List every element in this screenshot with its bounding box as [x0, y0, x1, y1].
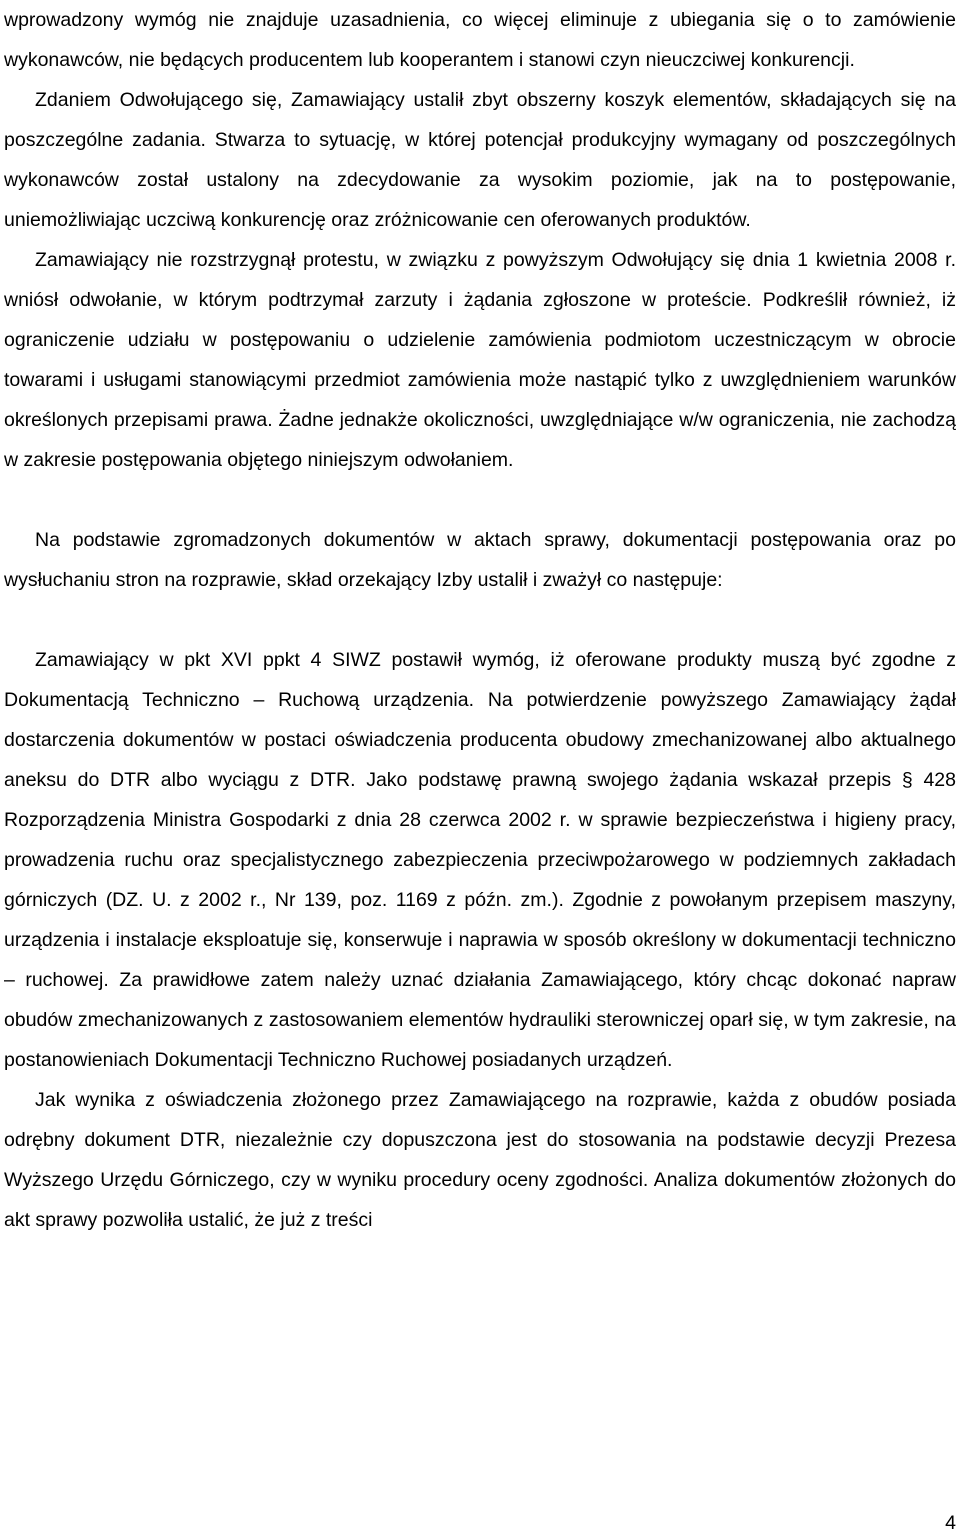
page-number: 4	[945, 1512, 956, 1534]
paragraph-6: Jak wynika z oświadczenia złożonego przez Zamawiającego na rozprawie, każda z obudów posiada odrębny dokument DTR, niezależnie czy dopuszczona jest do stosowania na podstawie decyzji Prezesa Wyższego Urzędu Górniczego, czy w wyniku procedury oceny zgodności. Analiza dokumentów złożonych do akt sprawy pozwoliła ustalić, że już z treści	[4, 1089, 956, 1231]
paragraph-spacer	[4, 480, 956, 520]
document-page	[4, 0, 956, 1240]
paragraph-1: wprowadzony wymóg nie znajduje uzasadnienia, co więcej eliminuje z ubiegania się o to zamówienie wykonawców, nie będących producentem lub kooperantem i stanowi czyn nieuczciwej konkurencji.	[4, 9, 956, 71]
paragraph-spacer	[4, 600, 956, 640]
paragraph-2: Zdaniem Odwołującego się, Zamawiający ustalił zbyt obszerny koszyk elementów, składających się na poszczególne zadania. Stwarza to sytuację, w której potencjał produkcyjny wymagany od poszczególnych wykonawców został ustalony na zdecydowanie za wysokim poziomie, jak na to postępowanie, uniemożliwiając uczciwą konkurencję oraz zróżnicowanie cen oferowanych produktów.	[4, 89, 956, 231]
paragraph-4: Na podstawie zgromadzonych dokumentów w aktach sprawy, dokumentacji postępowania oraz po wysłuchaniu stron na rozprawie, skład orzekający Izby ustalił i zważył co następuje:	[4, 529, 956, 591]
paragraph-5: Zamawiający w pkt XVI ppkt 4 SIWZ postawił wymóg, iż oferowane produkty muszą być zgodne z Dokumentacją Techniczno – Ruchową urządzenia. Na potwierdzenie powyższego Zamawiający żądał dostarczenia dokumentów w postaci oświadczenia producenta obudowy zmechanizowanej albo aktualnego aneksu do DTR albo wyciągu z DTR. Jako podstawę prawną swojego żądania wskazał przepis § 428 Rozporządzenia Ministra Gospodarki z dnia 28 czerwca 2002 r. w sprawie bezpieczeństwa i higieny pracy, prowadzenia ruchu oraz specjalistycznego zabezpieczenia przeciwpożarowego w podziemnych zakładach górniczych (DZ. U. z 2002 r., Nr 139, poz. 1169 z późn. zm.). Zgodnie z powołanym przepisem maszyny, urządzenia i instalacje eksploatuje się, konserwuje i naprawia w sposób określony w dokumentacji techniczno – ruchowej. Za prawidłowe zatem należy uznać działania Zamawiającego, który chcąc dokonać napraw obudów zmechanizowanych z zastosowaniem elementów hydrauliki sterowniczej oparł się, w tym zakresie, na postanowieniach Dokumentacji Techniczno Ruchowej posiadanych urządzeń.	[4, 649, 956, 1071]
paragraph-3: Zamawiający nie rozstrzygnął protestu, w związku z powyższym Odwołujący się dnia 1 kwietnia 2008 r. wniósł odwołanie, w którym podtrzymał zarzuty i żądania zgłoszone w proteście. Podkreślił również, iż ograniczenie udziału w postępowaniu o udzielenie zamówienia podmiotom uczestniczącym w obrocie towarami i usługami stanowiącymi przedmiot zamówienia może nastąpić tylko z uwzględnieniem warunków określonych przepisami prawa. Żadne jednakże okoliczności, uwzględniające w/w ograniczenia, nie zachodzą w zakresie postępowania objętego niniejszym odwołaniem.	[4, 249, 956, 471]
